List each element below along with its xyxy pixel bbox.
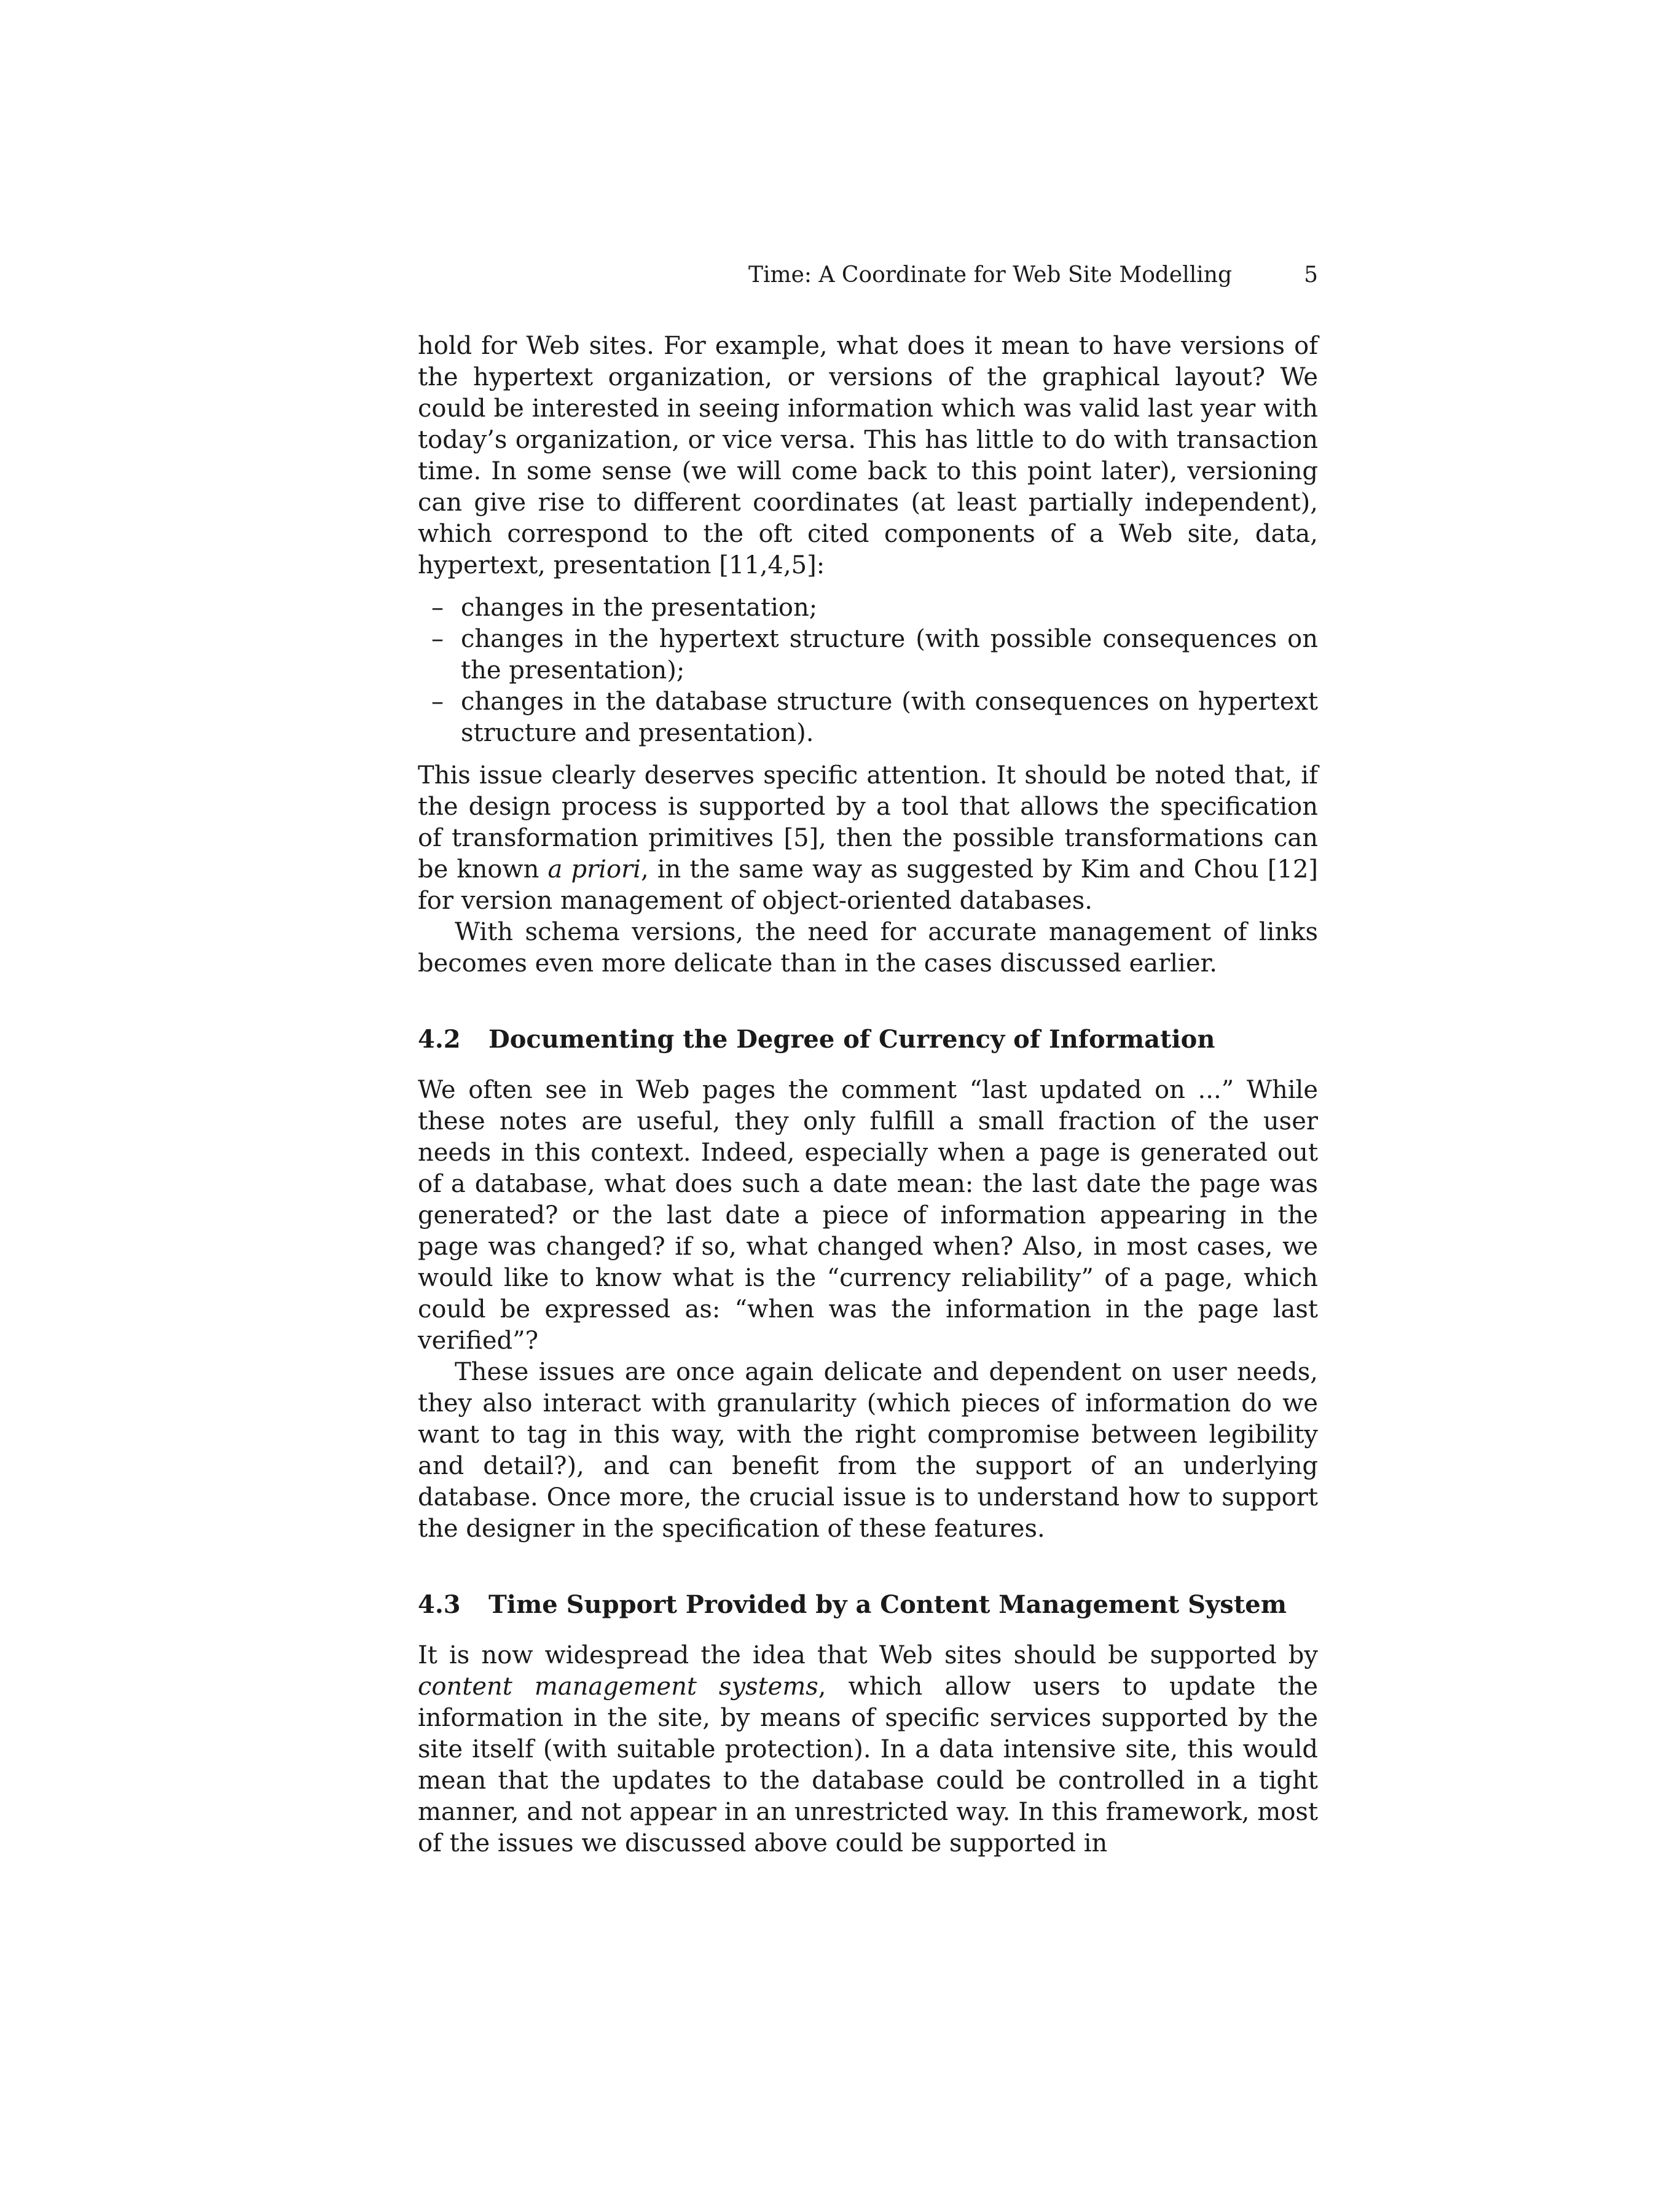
running-head [418,258,1318,292]
section-number: 4.3 [418,1590,461,1619]
intro-paragraph-2 [418,760,1318,917]
body-text [418,331,1318,1859]
section-heading-4-2 [418,1024,1318,1055]
list-item [431,686,1318,749]
list-item [431,592,1318,624]
running-title: Time: A Coordinate for Web Site Modelling [748,262,1232,288]
section-title: Documenting the Degree of Currency of Information [488,1025,1215,1054]
list-item-text: changes in the hypertext structure (with possible consequences on the presentation); [461,625,1318,684]
intro-paragraph-3: With schema versions, the need for accurate management of links becomes even more delicate than in the cases discussed earlier. [418,918,1318,978]
paper-page [418,258,1318,1859]
section-4-3-paragraph-end: , which allow users to update the information in the site, by means of specific services supported by the site itself (with suitable protection). In a data intensive site, this would mean that the updates to the database could be controlled in a tight manner, and not appear in an unrestricted way. In this framework, most of the issues we discussed above could be supported in [418,1673,1318,1857]
section-4-2-paragraph-2: These issues are once again delicate and dependent on user needs, they also interact with granularity (which pieces of information do we want to tag in this way, with the right compromise between legibility and detail?), and can benefit from the support of an underlying database. Once more, the crucial issue is to understand how to support the designer in the specification of these features. [418,1358,1318,1543]
dash-bullet: – [431,625,444,653]
dash-bullet: – [431,594,444,622]
section-4-3-paragraph-start: It is now widespread the idea that Web sites should be supported by [418,1641,1318,1669]
list-item-text: changes in the database structure (with consequences on hypertext structure and presentation). [461,688,1318,747]
intro-paragraph-2-start: This issue clearly deserves specific attention. It should be noted that, if the design process is supported by a tool that allows the specification of transformation primitives [5], then the possible transformations can be known [418,761,1318,884]
section-4-2-paragraph-1: We often see in Web pages the comment “last updated on ...” While these notes are useful, they only fulfill a small fraction of the user needs in this context. Indeed, especially when a page is generated out of a database, what does such a date mean: the last date the page was generated? or the last date a piece of information appearing in the page was changed? if so, what changed when? Also, in most cases, we would like to know what is the “currency reliability” of a page, which could be expressed as: “when was the information in the page last verified”? [418,1076,1318,1355]
versioning-changes-list [418,592,1318,749]
list-item [431,624,1318,686]
section-4-3-paragraph-1 [418,1640,1318,1859]
section-heading-4-3 [418,1589,1318,1620]
list-item-text: changes in the presentation; [461,594,818,622]
a-priori-emphasis: a priori [547,855,641,884]
section-title: Time Support Provided by a Content Management System [488,1590,1287,1619]
section-number: 4.2 [418,1025,461,1054]
intro-paragraph-2-end: , in the same way as suggested by Kim and Chou [12] for version management of object-oriented databases. [418,855,1319,915]
intro-paragraph-1: hold for Web sites. For example, what does it mean to have versions of the hypertext organization, or versions of the graphical layout? We could be interested in seeing information which was valid last year with today’s organization, or vice versa. This has little to do with transaction time. In some sense (we will come back to this point later), versioning can give rise to different coordinates (at least partially independent), which correspond to the oft cited components of a Web site, data, hypertext, presentation [11,4,5]: [418,332,1318,579]
page-number: 5 [1304,262,1318,288]
content-management-systems-emphasis: content management systems [418,1673,818,1701]
dash-bullet: – [431,688,444,716]
